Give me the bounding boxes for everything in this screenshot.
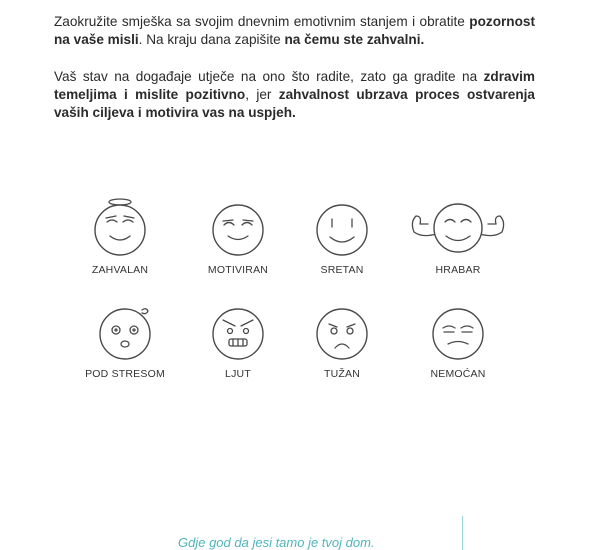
mood-label: SRETAN — [320, 264, 364, 276]
intro-text: Vaš stav na događaje utječe na ono što radite, zato ga gradite na — [54, 69, 484, 84]
mood-brave[interactable] — [403, 194, 513, 276]
helpless-face-icon — [423, 298, 493, 362]
mood-label: NEMOĆAN — [430, 368, 486, 380]
grateful-face-halo-icon — [85, 194, 155, 258]
mood-label: MOTIVIRAN — [207, 264, 269, 276]
sad-face-icon — [307, 298, 377, 362]
angry-face-icon — [203, 298, 273, 362]
mood-happy[interactable] — [287, 194, 397, 276]
intro-bold-text: na čemu ste zahvalni. — [284, 32, 425, 47]
mood-label: TUŽAN — [324, 368, 360, 380]
brave-face-flexing-icon — [403, 194, 513, 258]
mood-label: ZAHVALAN — [91, 264, 149, 276]
mood-motivated[interactable] — [183, 194, 293, 276]
happy-face-icon — [307, 194, 377, 258]
footer-quote: Gdje god da jesi tamo je tvoj dom. — [178, 535, 375, 550]
intro-bold-text: zahvalnost ubrzava proces ostvarenja vaših ciljeva i motivira vas na uspjeh. — [54, 87, 535, 120]
intro-bold-text: zdravim temeljima i mislite pozitivno — [54, 69, 535, 102]
mood-angry[interactable] — [183, 298, 293, 380]
mood-sad[interactable] — [287, 298, 397, 380]
intro-paragraph-1 — [54, 13, 535, 49]
intro-text: . Na kraju dana zapišite — [138, 32, 285, 47]
intro-paragraph-2 — [54, 68, 535, 122]
intro-text: , jer — [245, 87, 279, 102]
stressed-face-icon — [90, 298, 160, 362]
mood-grateful[interactable] — [65, 194, 175, 276]
motivated-face-icon — [203, 194, 273, 258]
mood-helpless[interactable] — [403, 298, 513, 380]
footer-divider — [462, 516, 463, 550]
intro-bold-text: pozornost na vaše misli — [54, 14, 535, 47]
mood-stressed[interactable] — [70, 298, 180, 380]
intro-text: Zaokružite smješka sa svojim dnevnim emotivnim stanjem i obratite — [54, 14, 470, 29]
mood-label: POD STRESOM — [85, 368, 165, 380]
mood-label: LJUT — [225, 368, 251, 380]
mood-label: HRABAR — [435, 264, 481, 276]
